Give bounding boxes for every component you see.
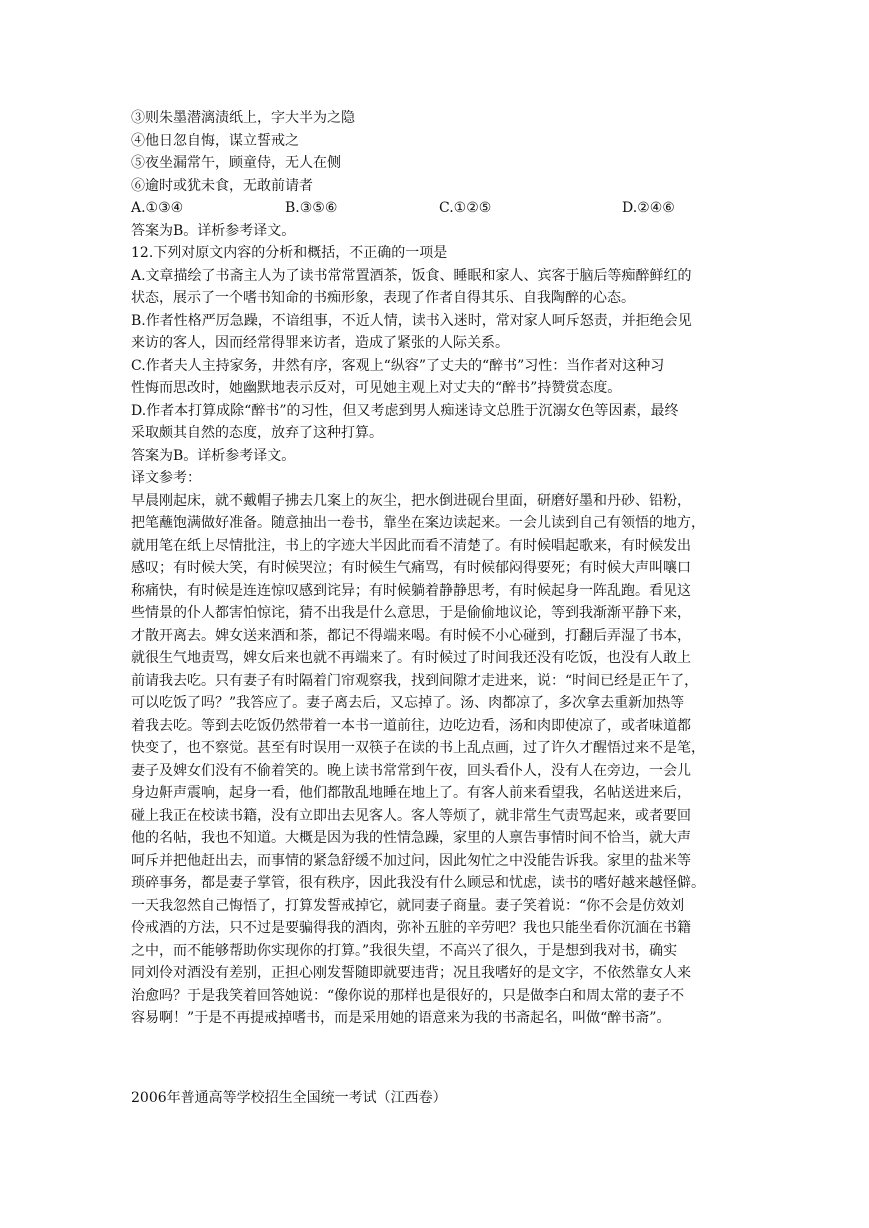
translation-line: 碰上我正在校读书籍，没有立即出去见客人。客人等烦了，就非常生气责骂起来，或者要回	[131, 807, 691, 824]
q12-option-a-line2: 状态，展示了一个嗜书知命的书痴形象，表现了作者自得其乐、自我陶醉的心态。	[131, 290, 635, 306]
translation-line: 把笔蘸饱满做好准备。随意抽出一卷书，靠坐在案边读起来。一会儿读到自己有领悟的地方，	[131, 515, 705, 531]
translation-line: 才散开离去。婢女送来酒和茶，都记不得端来喝。有时候不小心碰到，打翻后弄湿了书本，	[131, 627, 691, 644]
q11-item-5: ⑤夜坐漏常午，顾童侍，无人在侧	[131, 155, 341, 171]
translation-line: 琐碎事务，都是妻子掌管，很有秩序，因此我没有什么顾忌和忧虑，读书的嗜好越来越怪僻。	[131, 875, 705, 891]
translation-paragraph	[131, 490, 737, 1030]
translation-line: 前请我去吃。只有妻子有时隔着门帘观察我，找到间隙才走进来，说：“时间已经是正午了，	[131, 672, 699, 689]
translation-line: 快变了，也不察觉。甚至有时误用一双筷子在读的书上乱点画，过了许久才醒悟过来不是笔，	[131, 740, 705, 756]
translation-line: 治愈吗？于是我笑着回答她说：“像你说的那样也是很好的，只是做李白和周太常的妻子不	[131, 987, 685, 1004]
q12-stem: 12.下列对原文内容的分析和概括，不正确的一项是	[131, 245, 448, 261]
q12-option-c-line1: C.作者夫人主持家务，井然有序，客观上“纵容”了丈夫的“醉书”习性：当作者对这种习	[131, 357, 665, 374]
q12-answer: 答案为B。详析参考译文。	[131, 447, 296, 464]
q11-item-3: ③则朱墨潜漓渍纸上，字大半为之隐	[131, 110, 355, 126]
translation-line: 早晨刚起床，就不戴帽子拂去几案上的灰尘，把水倒进砚台里面，研磨好墨和丹砂、铅粉，	[131, 492, 691, 509]
translation-line: 伶戒酒的方法，只不过是要骗得我的酒肉，弥补五脏的辛劳吧？我也只能坐看你沉湎在书籍	[131, 920, 691, 936]
translation-line: 可以吃饭了吗？”我答应了。妻子离去后，又忘掉了。汤、肉都凉了，多次拿去重新加热等	[131, 695, 685, 711]
q12-option-d-line1: D.作者本打算成除“醉书”的习性，但又考虑到男人痴迷诗文总胜于沉溺女色等因素，最终	[131, 402, 679, 419]
q11-item-6: ⑥逾时或犹未食，无敢前请者	[131, 177, 313, 194]
exam-footer-title: 2006年普通高等学校招生全国统一考试（江西卷）	[131, 1090, 447, 1106]
q11-option-b: B.③⑤⑥	[285, 200, 338, 216]
translation-line: 就很生气地责骂，婢女后来也就不再端来了。有时候过了时间我还没有吃饭，也没有人敢上	[131, 650, 691, 666]
q12-option-c-line2: 性悔而思改时，她幽默地表示反对，可见她主观上对丈夫的“醉书”持赞赏态度。	[131, 380, 622, 396]
q12-option-d-line2: 采取颇其自然的态度，放弃了这种打算。	[131, 425, 383, 441]
q12-option-b-line1: B.作者性格严厉急躁，不谙组事，不近人情，读书入迷时，常对家人呵斥怒责，并拒绝会见	[131, 312, 692, 329]
translation-heading: 译文参考：	[131, 470, 201, 486]
q12-option-a-line1: A.文章描绘了书斋主人为了读书常常置酒茶，饭食、睡眠和家人、宾客于脑后等痴醉鲜红的	[131, 267, 692, 284]
translation-line: 妻子及婢女们没有不偷着笑的。晚上读书常常到午夜，回头看仆人，没有人在旁边，一会儿	[131, 762, 691, 779]
translation-line: 些情景的仆人都害怕惊诧，猜不出我是什么意思，于是偷偷地议论，等到我渐渐平静下来，	[131, 605, 691, 621]
translation-line: 容易啊！”于是不再提戒掉嗜书，而是采用她的语意来为我的书斋起名，叫做“醉书斋”。	[131, 1010, 671, 1026]
translation-line: 同刘伶对酒没有差别，正担心刚发誓随即就要违背；况且我嗜好的是文字，不依然靠女人来	[131, 965, 691, 981]
q11-option-d: D.②④⑥	[622, 200, 675, 216]
q11-option-c: C.①②⑤	[439, 200, 492, 216]
translation-line: 之中，而不能够帮助你实现你的打算。”我很失望，不高兴了很久，于是想到我对书，确实	[131, 942, 678, 959]
q12-option-b-line2: 来访的客人，因而经常得罪来访者，造成了紧张的人际关系。	[131, 335, 509, 351]
translation-line: 感叹；有时候大笑，有时候哭泣；有时候生气痛骂，有时候郁闷得要死；有时候大声叫嚷口	[131, 560, 691, 576]
q11-options	[131, 197, 737, 220]
translation-line: 称痛快，有时候是连连惊叹感到诧异；有时候躺着静静思考，有时候起身一阵乱跑。看见这	[131, 582, 691, 599]
q11-answer: 答案为B。详析参考译文。	[131, 222, 296, 239]
translation-line: 呵斥并把他赶出去，而事情的紧急舒缓不加过问，因此匆忙之中没能告诉我。家里的盐米等	[131, 852, 691, 869]
translation-line: 着我去吃。等到去吃饭仍然带着一本书一道前往，边吃边看，汤和肉即使凉了，或者味道都	[131, 717, 691, 734]
q11-item-4: ④他日忽自悔，谋立誓戒之	[131, 132, 299, 149]
translation-line: 他的名帖，我也不知道。大概是因为我的性情急躁，家里的人禀告事情时间不恰当，就大声	[131, 830, 691, 846]
document-body	[131, 107, 737, 1030]
translation-line: 身边鼾声震响，起身一看，他们都散乱地睡在地上了。有客人前来看望我，名帖送进来后，	[131, 785, 691, 801]
q11-option-a: A.①③④	[131, 200, 184, 216]
translation-line: 就用笔在纸上尽情批注，书上的字迹大半因此而看不清楚了。有时候唱起歌来，有时候发出	[131, 537, 691, 554]
translation-line: 一天我忽然自己悔悟了，打算发誓戒掉它，就同妻子商量。妻子笑着说：“你不会是仿效刘	[131, 897, 685, 914]
